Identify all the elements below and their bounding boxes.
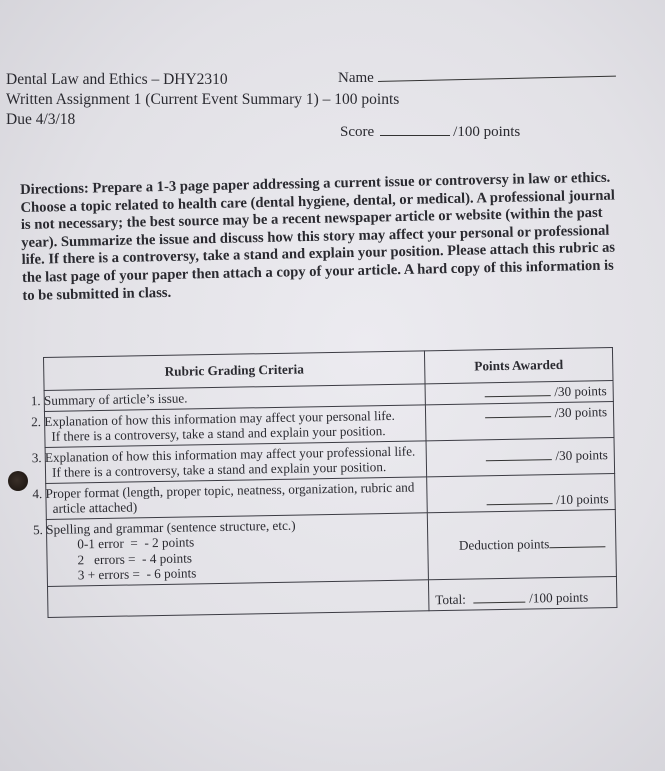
deduction-blank <box>549 546 605 548</box>
assignment-title: Written Assignment 1 (Current Event Summary 1) – 100 points <box>6 91 400 108</box>
directions-paragraph: Directions: Prepare a 1-3 page paper addressing a current issue or controversy in law or ethics. Choose a topic related to health care (dental hygiene, dental, or medical). A professional journal is not necessary; the best source may be a recent newspaper article or website (within the past year). Summarize the issue and discuss how this story may affect your personal or professional life. If there is a controversy, take a stand and explain your position. Please attach this rubric as the last page of your paper then attach a copy of your article. A hard copy of this information is to be submitted in class. <box>20 169 616 304</box>
binder-hole <box>8 471 28 491</box>
due-date: Due 4/3/18 <box>6 111 76 128</box>
deduction-line: 3 + errors = - 6 points <box>77 565 197 583</box>
points-blank <box>485 459 551 461</box>
criterion-cell <box>32 512 428 586</box>
name-blank[interactable] <box>378 76 616 82</box>
score-field <box>340 124 520 141</box>
score-total: /100 points <box>453 124 521 140</box>
points-value: /30 points <box>555 447 608 464</box>
points-blank <box>486 503 552 505</box>
criterion-text: Spelling and grammar (sentence structure, etc.) <box>46 517 296 537</box>
total-points: /100 points <box>529 589 589 606</box>
criterion-number: 5. <box>32 521 44 537</box>
criteria-header: Rubric Grading Criteria <box>44 351 426 391</box>
total-blank <box>473 602 525 604</box>
deduction-cell <box>427 509 616 579</box>
points-blank <box>485 416 551 418</box>
name-field[interactable] <box>338 70 616 87</box>
criterion-number: 1. <box>30 393 41 409</box>
points-cell <box>426 437 615 476</box>
points-value: /10 points <box>556 491 609 508</box>
score-label: Score <box>340 124 375 140</box>
points-value: /30 points <box>554 403 608 420</box>
criterion-subtext: If there is a controversy, take a stand and explain your position. <box>51 423 386 444</box>
points-header: Points Awarded <box>424 348 613 384</box>
points-cell <box>427 473 616 512</box>
score-blank <box>380 135 450 136</box>
criterion-subtext: If there is a controversy, take a stand and explain your position. <box>51 459 387 480</box>
course-title: Dental Law and Ethics – DHY2310 <box>6 71 228 88</box>
table-row <box>46 509 616 586</box>
criterion-text: Proper format (length, proper topic, neatness, organization, rubric and article attached) <box>45 479 415 516</box>
deduction-line: 0-1 error = - 2 points <box>77 534 195 552</box>
deduction-scale <box>53 530 422 583</box>
name-label: Name <box>338 70 374 86</box>
criterion-text: Explanation of how this information may affect your personal life. <box>44 407 395 429</box>
total-label: Total: <box>435 591 466 608</box>
total-empty-cell <box>47 579 428 617</box>
rubric-table <box>30 347 617 617</box>
criterion-text: Explanation of how this information may affect your professional life. <box>44 443 416 465</box>
criterion-number: 4. <box>32 485 43 501</box>
points-blank <box>484 395 550 397</box>
points-value: /30 points <box>554 383 607 400</box>
deduction-line: 2 errors = - 4 points <box>77 549 193 567</box>
criterion-number: 2. <box>30 413 42 429</box>
criterion-number: 3. <box>31 449 42 465</box>
points-cell <box>425 401 614 440</box>
criterion-text: Summary of article’s issue. <box>43 390 188 408</box>
deduction-label: Deduction points <box>458 535 550 553</box>
total-cell <box>428 576 617 610</box>
